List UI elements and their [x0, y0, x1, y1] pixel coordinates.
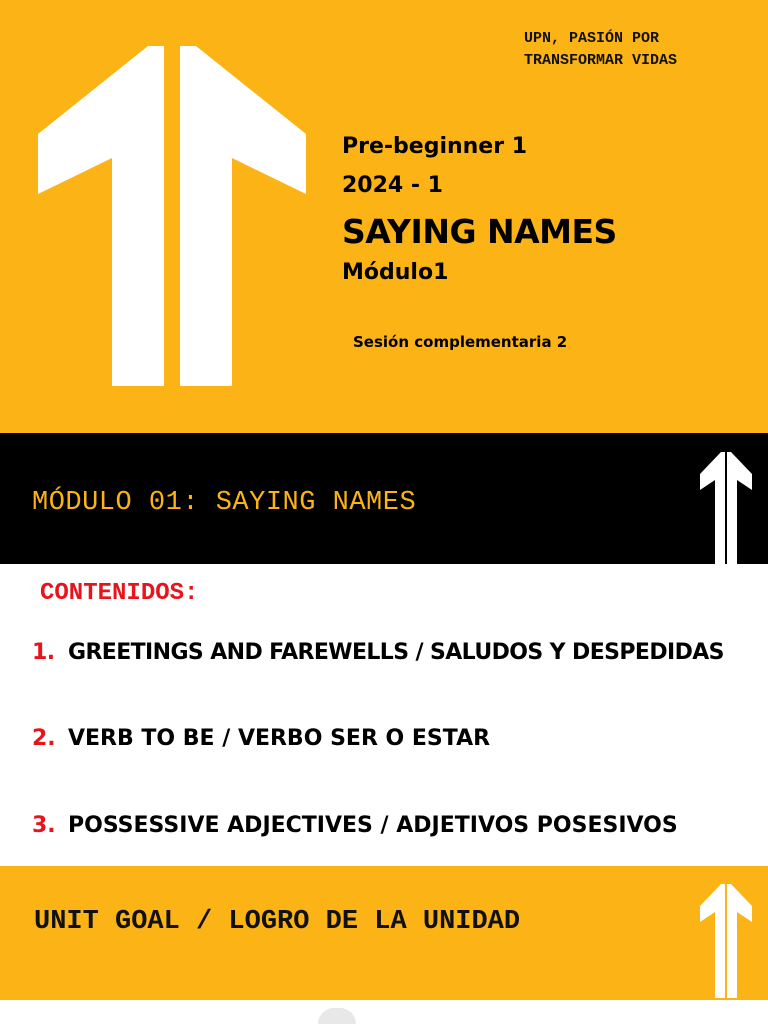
- contents-heading: CONTENIDOS:: [40, 580, 199, 607]
- content-item: [32, 813, 678, 838]
- session-label: Sesión complementaria 2: [353, 333, 568, 351]
- upn-arrow-logo: [38, 46, 306, 386]
- content-item: [32, 726, 490, 751]
- tagline-line-2: TRANSFORMAR VIDAS: [524, 52, 678, 69]
- item-number: 1.: [32, 640, 55, 665]
- unit-goal-title: UNIT GOAL / LOGRO DE LA UNIDAD: [34, 907, 521, 937]
- slide-title: SAYING NAMES: [342, 212, 617, 251]
- item-text: POSSESSIVE ADJECTIVES / ADJETIVOS POSESIVOS: [68, 813, 678, 838]
- academic-term: 2024 - 1: [342, 173, 443, 198]
- item-number: 3.: [32, 813, 56, 838]
- module-label: Módulo1: [342, 260, 449, 285]
- next-slide-edge: [0, 1000, 768, 1024]
- tagline-line-1: UPN, PASIÓN POR: [524, 30, 660, 47]
- upn-arrow-icon: [700, 452, 752, 564]
- module-title: MÓDULO 01: SAYING NAMES: [32, 488, 417, 518]
- item-text: GREETINGS AND FAREWELLS / SALUDOS Y DESPEDIDAS: [68, 640, 724, 665]
- content-item: [32, 640, 724, 665]
- course-level: Pre-beginner 1: [342, 134, 528, 159]
- tagline: [524, 28, 754, 72]
- item-text: VERB TO BE / VERBO SER O ESTAR: [68, 726, 491, 751]
- upn-arrow-icon: [700, 884, 752, 998]
- item-number: 2.: [32, 726, 56, 751]
